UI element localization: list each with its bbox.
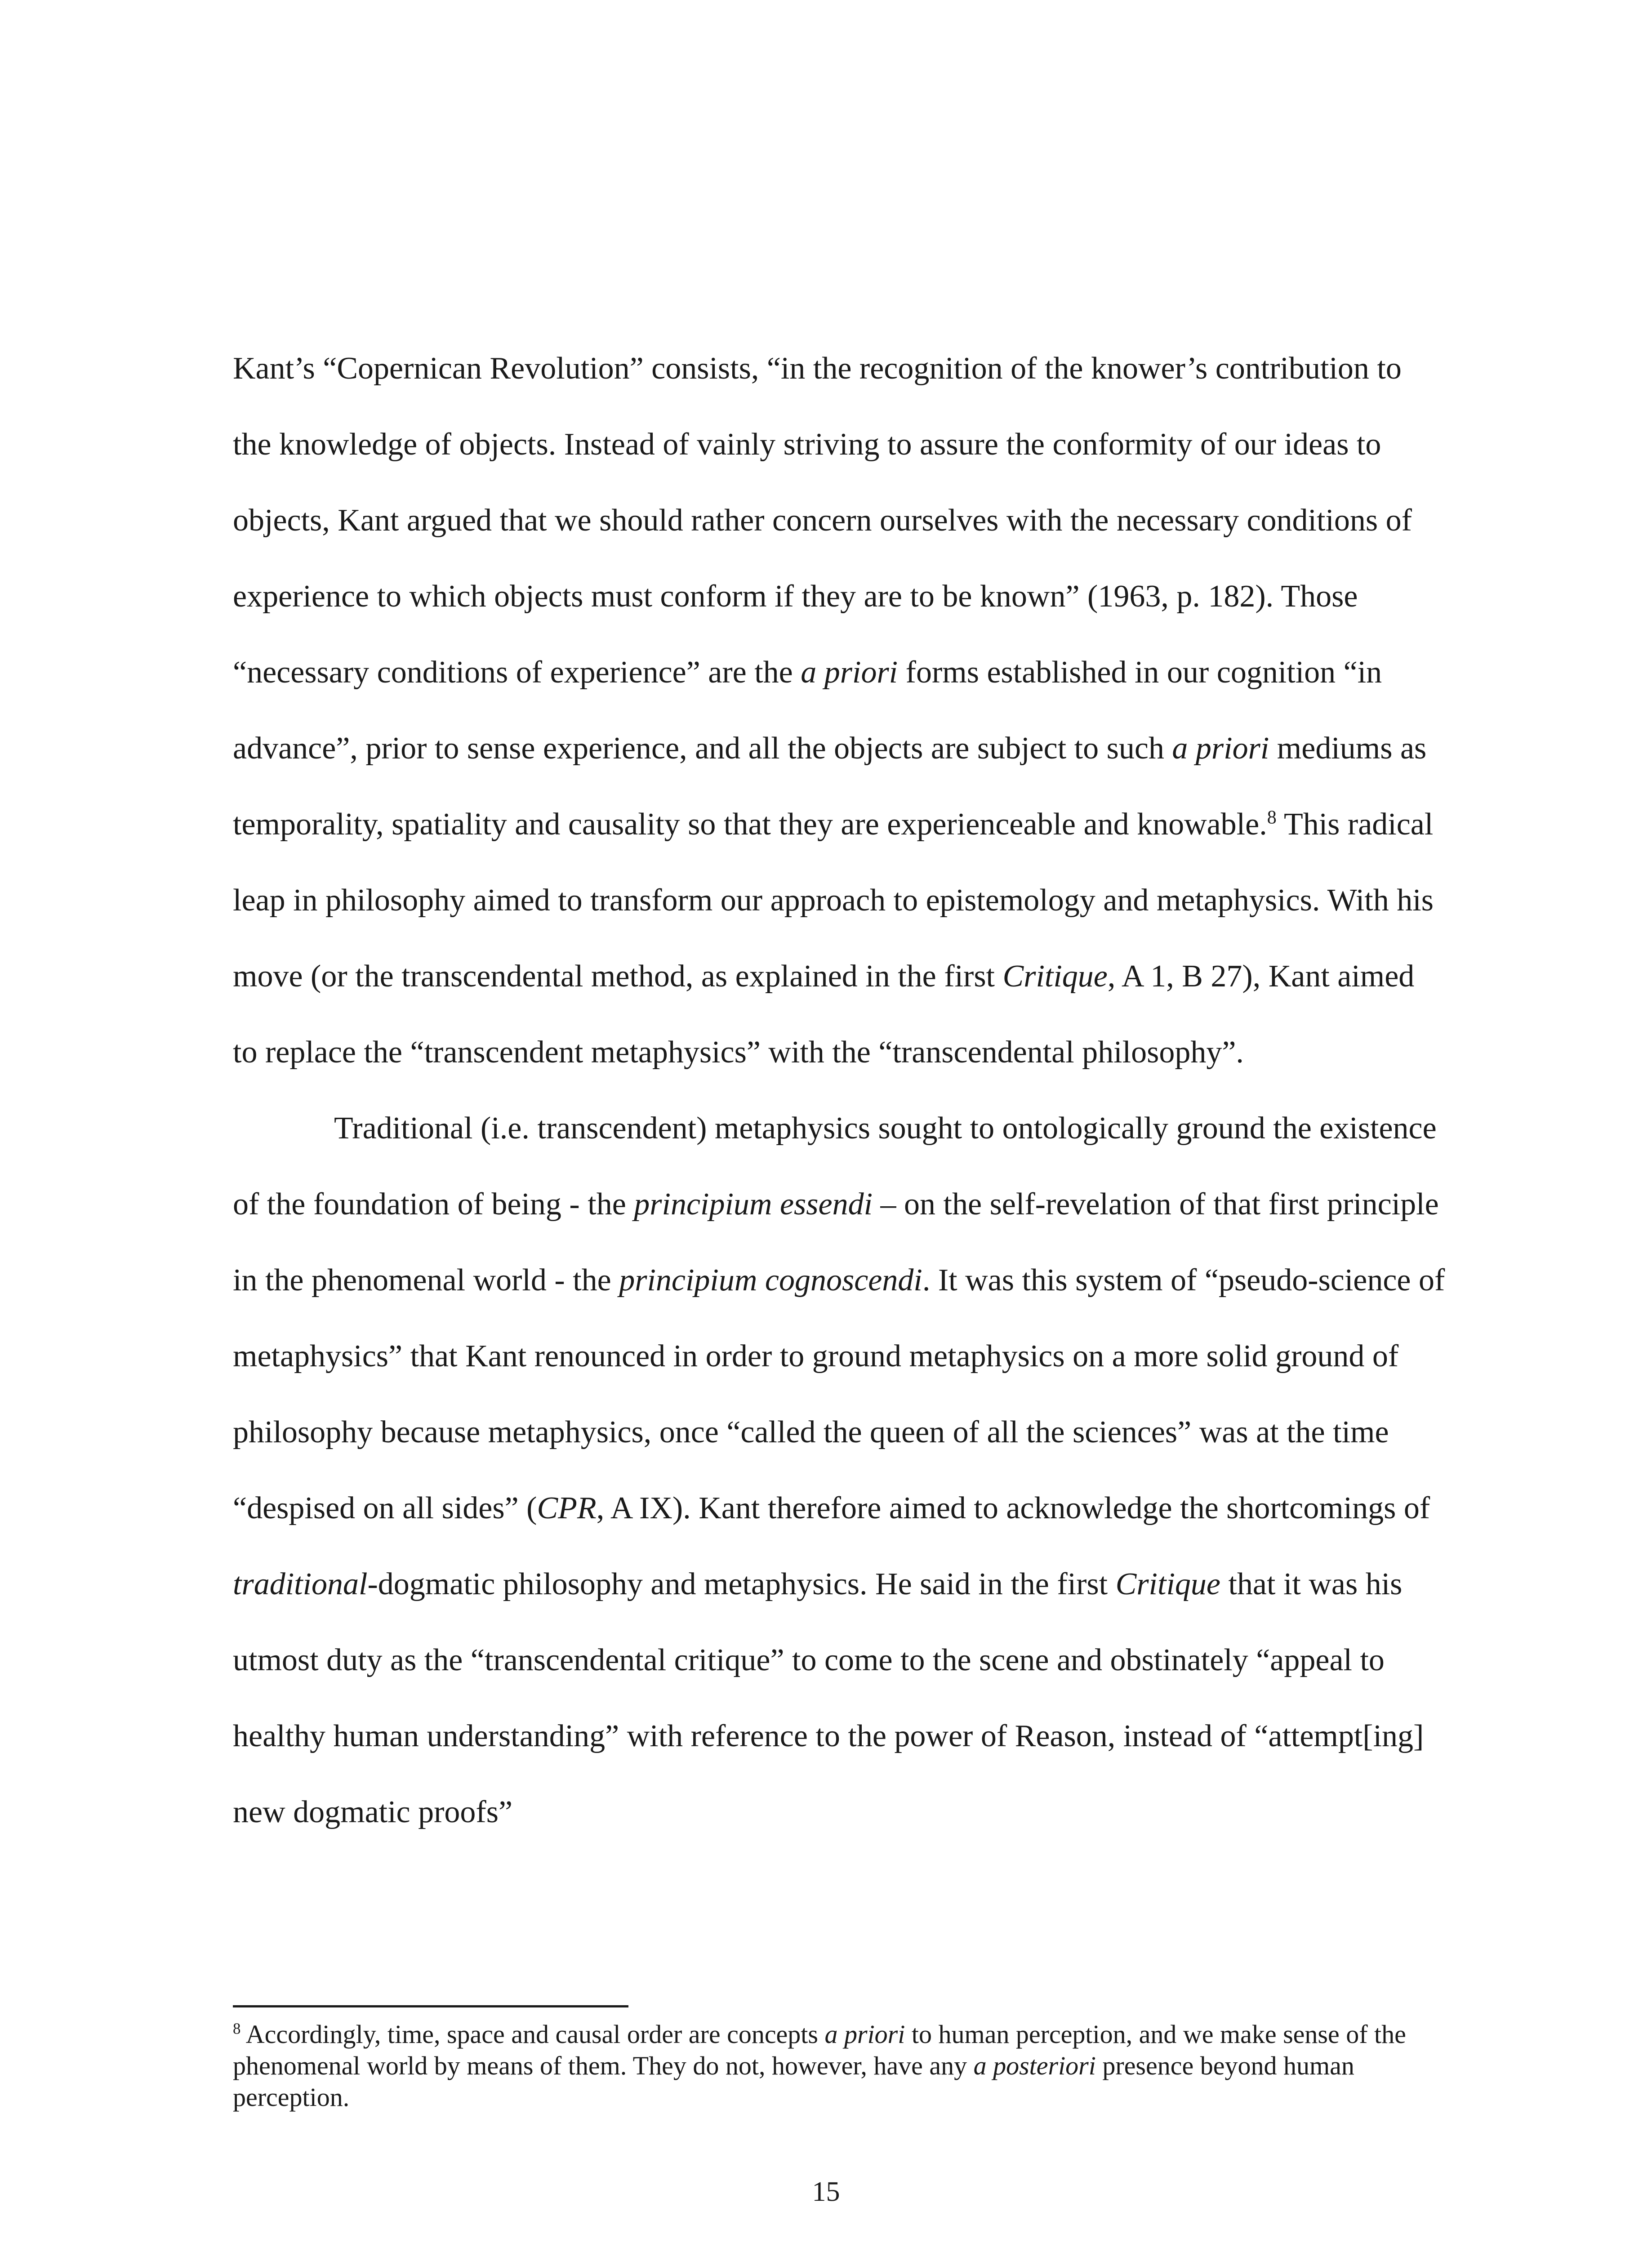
text-span: . It was this system of “pseudo-science of metaphysics” that Kant renounced in order to ground metaphysics on a more solid ground of philosophy because metaphysics, once “called the queen of all the sciences” was at the time “despised on all sides” (	[233, 1263, 1445, 1525]
footnote-reference[interactable]: 8	[1267, 807, 1277, 828]
italic-term: Critique	[1002, 959, 1108, 994]
text-span: , A IX). Kant therefore aimed to acknowledge the shortcomings of	[596, 1491, 1430, 1525]
footnote-divider	[233, 2005, 628, 2007]
text-span: Kant’s “Copernican Revolution” consists, “in the recognition of the knower’s contribution to the knowledge of objects. Instead of vainly striving to assure the conformity of our ideas to objects, Kant argued that we should rather concern ourselves with the necessary conditions of experience to which objects must conform if they are to be known” (1963, p. 182). Those “necessary conditions of experience” are the	[233, 351, 1412, 690]
text-span: to human perception, and we make sense of the phenomenal world by means of them. They do not, however, have any	[233, 2020, 1406, 2080]
footnote	[233, 2019, 1447, 2113]
text-span: forms established in our cognition “in advance”, prior to sense experience, and all the objects are subject to such	[233, 655, 1382, 766]
footnote-marker: 8	[233, 2020, 241, 2038]
italic-term: a posteriori	[973, 2051, 1096, 2080]
page-number: 15	[812, 2177, 840, 2207]
italic-term: CPR	[537, 1491, 597, 1525]
text-span: , A 1, B 27), Kant aimed to replace the “transcendent metaphysics” with the “transcendental philosophy”.	[233, 959, 1415, 1070]
italic-term: a priori	[801, 655, 898, 690]
paragraph-1	[233, 330, 1447, 1090]
text-span: This radical leap in philosophy aimed to transform our approach to epistemology and metaphysics. With his move (or the transcendental method, as explained in the first	[233, 807, 1434, 994]
italic-term: a priori	[1172, 731, 1269, 766]
text-span: Accordingly, time, space and causal order are concepts	[240, 2020, 825, 2049]
text-span: that it was his utmost duty as the “transcendental critique” to come to the scene and obstinately “appeal to healthy human understanding” with reference to the power of Reason, instead of “attempt[ing] new dogmatic proofs”	[233, 1567, 1424, 1829]
text-span: presence beyond human perception.	[233, 2051, 1354, 2112]
text-span: -dogmatic philosophy and metaphysics. He said in the first	[367, 1567, 1116, 1601]
main-text	[233, 330, 1447, 1850]
paragraph-2	[233, 1090, 1447, 1850]
text-span: – on the self-revelation of that first principle in the phenomenal world - the	[233, 1187, 1439, 1298]
italic-term: Critique	[1115, 1567, 1220, 1601]
italic-term: principium essendi	[634, 1187, 873, 1222]
italic-term: a priori	[824, 2020, 905, 2049]
text-span: Traditional (i.e. transcendent) metaphysics sought to ontologically ground the existence of the foundation of being - the	[233, 1111, 1437, 1222]
text-span: mediums as temporality, spatiality and causality so that they are experienceable and knowable.	[233, 731, 1427, 842]
italic-term: traditional	[233, 1567, 368, 1601]
italic-term: principium cognoscendi	[619, 1263, 922, 1298]
